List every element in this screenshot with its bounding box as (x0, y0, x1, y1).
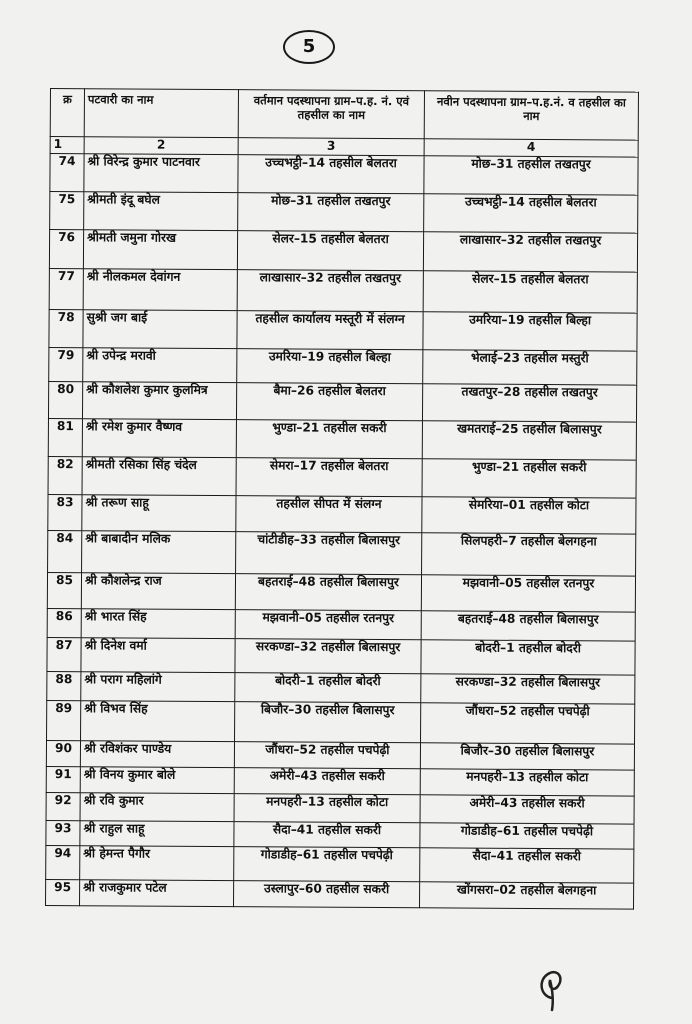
current-posting: मझवानी–05 तहसील रतनपुर (235, 610, 421, 640)
serial-number: 81 (48, 418, 82, 456)
patwari-name: श्री नीलकमल देवांगन (83, 269, 237, 311)
page-number: 5 (283, 30, 335, 64)
new-posting: उमरिया–19 तहसील बिल्हा (423, 312, 637, 351)
new-posting: सिलपहरी–7 तहसील बेलगहना (422, 533, 636, 576)
table-row (48, 530, 636, 576)
current-posting: सैदा–41 तहसील सकरी (234, 822, 420, 848)
new-posting: उच्चभट्ठी–14 तहसील बेलतरा (424, 194, 638, 233)
current-posting: तहसील कार्यालय मस्तूरी में संलग्न (237, 311, 423, 350)
patwari-name: सुश्री जग बाई (83, 310, 237, 349)
table-row (47, 671, 635, 704)
patwari-name: श्री उपेन्द्र मरावी (83, 348, 237, 383)
current-posting: बैमा–26 तहसील बेलतरा (236, 383, 422, 421)
patwari-name: श्री रमेश कुमार वैष्णव (82, 419, 236, 458)
serial-number: 79 (49, 347, 83, 381)
new-posting: तखतपुर–28 तहसील तखतपुर (422, 384, 636, 422)
patwari-name: श्री भारत सिंह (81, 609, 235, 639)
current-posting: अमेरी–43 तहसील सकरी (234, 768, 420, 795)
patwari-name: श्री राजकुमार पटेल (80, 880, 234, 907)
table-row (47, 572, 635, 612)
signature-mark (530, 958, 588, 1014)
serial-number: 91 (46, 766, 80, 792)
current-posting: सेलर–15 तहसील बेलतरा (237, 231, 423, 271)
patwari-name: श्री पराग महिलांगे (81, 672, 235, 702)
serial-number: 86 (47, 608, 81, 637)
patwari-name: श्री हेमन्त पैगौर (80, 846, 234, 881)
patwari-name: श्री तरूण साहू (82, 495, 236, 532)
new-posting: जौंधरा–52 तहसील पचपेढ़ी (421, 703, 635, 744)
new-posting: गोडाडीह–61 तहसील पचपेढ़ी (420, 823, 634, 849)
table-row (46, 740, 634, 770)
current-posting: उस्लापुर–60 तहसील सकरी (234, 881, 420, 908)
serial-number: 94 (46, 845, 80, 879)
new-posting: खोंगसरा–02 तहसील बेलगहना (419, 882, 633, 909)
patwari-name: श्री राहुल साहू (80, 821, 234, 847)
patwari-name: श्री विरेन्द्र कुमार पाटनवार (84, 154, 238, 193)
table-row (46, 879, 634, 909)
current-posting: सेमरा–17 तहसील बेलतरा (236, 458, 422, 497)
table-row (46, 845, 634, 883)
current-posting: मोछ–31 तहसील तखतपुर (238, 193, 424, 232)
serial-number: 90 (46, 740, 80, 766)
patwari-name: श्री रवि कुमार (80, 793, 234, 822)
current-posting: गोडाडीह–61 तहसील पचपेढ़ी (234, 847, 420, 882)
patwari-name: श्री कौशलेश कुमार कुलमित्र (82, 382, 236, 420)
table-row (48, 418, 636, 460)
table-row (47, 637, 635, 675)
new-posting: बोदरी–1 तहसील बोदरी (421, 640, 635, 675)
current-posting: उच्चभट्ठी–14 तहसील बेलतरा (238, 155, 424, 194)
current-posting: उमरिया–19 तहसील बिल्हा (237, 349, 423, 384)
new-posting: भुण्डा–21 तहसील सकरी (422, 459, 636, 498)
table-row (48, 456, 636, 498)
current-posting: बहतराई–48 तहसील बिलासपुर (235, 574, 421, 611)
serial-number: 88 (47, 671, 81, 700)
serial-number: 76 (49, 230, 83, 269)
serial-number: 78 (49, 309, 83, 347)
serial-number: 82 (48, 456, 82, 494)
serial-number: 93 (46, 820, 80, 845)
patwari-name: श्री रविशंकर पाण्डेय (80, 741, 234, 768)
table-row (47, 700, 635, 744)
current-posting: तहसील सीपत में संलग्न (236, 496, 422, 533)
serial-number: 85 (47, 572, 81, 608)
patwari-name: श्री विभव सिंह (81, 701, 235, 742)
new-posting: मनपहरी–13 तहसील कोटा (420, 769, 634, 796)
header-patwari-name: पटवारी का नाम (84, 89, 238, 138)
header-serial: क्र (50, 89, 84, 137)
current-posting: भुण्डा–21 तहसील सकरी (236, 420, 422, 459)
header-current-posting: वर्तमान पदस्थापना ग्राम–प.ह. नं. एवं तहसील का नाम (238, 90, 424, 139)
serial-number: 84 (48, 530, 82, 572)
serial-number: 95 (46, 879, 80, 905)
serial-number: 92 (46, 792, 80, 820)
table-row (48, 494, 636, 534)
column-number: 2 (84, 137, 238, 155)
current-posting: बिजौर–30 तहसील बिलासपुर (235, 702, 421, 743)
patwari-name: श्रीमती इंदू बघेल (84, 192, 238, 231)
transfer-table (45, 88, 639, 910)
current-posting: बोदरी–1 तहसील बोदरी (235, 673, 421, 703)
current-posting: जौंधरा–52 तहसील पचपेढ़ी (234, 742, 420, 769)
serial-number: 89 (47, 700, 81, 740)
table-row (49, 230, 637, 273)
serial-number: 87 (47, 637, 81, 671)
new-posting: अमेरी–43 तहसील सकरी (420, 795, 634, 824)
header-row (50, 89, 638, 141)
current-posting: सरकण्डा–32 तहसील बिलासपुर (235, 639, 421, 674)
new-posting: मोछ–31 तहसील तखतपुर (424, 156, 638, 195)
current-posting: मनपहरी–13 तहसील कोटा (234, 794, 420, 823)
patwari-name: श्री विनय कुमार बोले (80, 767, 234, 794)
new-posting: बिजौर–30 तहसील बिलासपुर (420, 743, 634, 770)
serial-number: 75 (50, 192, 84, 230)
serial-number: 77 (49, 268, 83, 309)
table-row (46, 820, 634, 849)
new-posting: बहतराई–48 तहसील बिलासपुर (421, 611, 635, 641)
new-posting: भेलाई–23 तहसील मस्तुरी (423, 350, 637, 385)
column-number: 3 (238, 138, 424, 156)
table-row (49, 347, 637, 385)
new-posting: खमतराई–25 तहसील बिलासपुर (422, 421, 636, 460)
table-row (49, 268, 637, 313)
patwari-name: श्री बाबादीन मलिक (82, 531, 236, 574)
patwari-name: श्री कौशलेन्द्र राज (81, 573, 235, 610)
patwari-name: श्री दिनेश वर्मा (81, 638, 235, 673)
column-number: 1 (50, 137, 84, 154)
patwari-name: श्रीमती रसिका सिंह चंदेल (82, 457, 236, 496)
serial-number: 83 (48, 494, 82, 530)
table-row (48, 381, 636, 422)
patwari-name: श्रीमती जमुना गोरख (83, 230, 237, 270)
serial-number: 80 (48, 381, 82, 418)
header-new-posting: नवीन पदस्थापना ग्राम–प.ह.नं. व तहसील का नाम (424, 91, 638, 140)
new-posting: मझवानी–05 तहसील रतनपुर (421, 575, 635, 612)
current-posting: लाखासार–32 तहसील तखतपुर (237, 270, 423, 312)
new-posting: सेमरिया–01 तहसील कोटा (422, 497, 636, 534)
serial-number: 74 (50, 154, 84, 192)
table-row (47, 608, 635, 641)
new-posting: लाखासार–32 तहसील तखतपुर (423, 232, 637, 272)
table-row (50, 154, 638, 196)
table-row (49, 309, 637, 351)
table-row (50, 192, 638, 234)
table-row (46, 792, 634, 824)
column-number: 4 (424, 139, 638, 157)
current-posting: चांटीडीह–33 तहसील बिलासपुर (236, 532, 422, 575)
table-row (46, 766, 634, 796)
new-posting: सैदा–41 तहसील सकरी (420, 848, 634, 883)
new-posting: सरकण्डा–32 तहसील बिलासपुर (421, 674, 635, 704)
new-posting: सेलर–15 तहसील बेलतरा (423, 271, 637, 313)
